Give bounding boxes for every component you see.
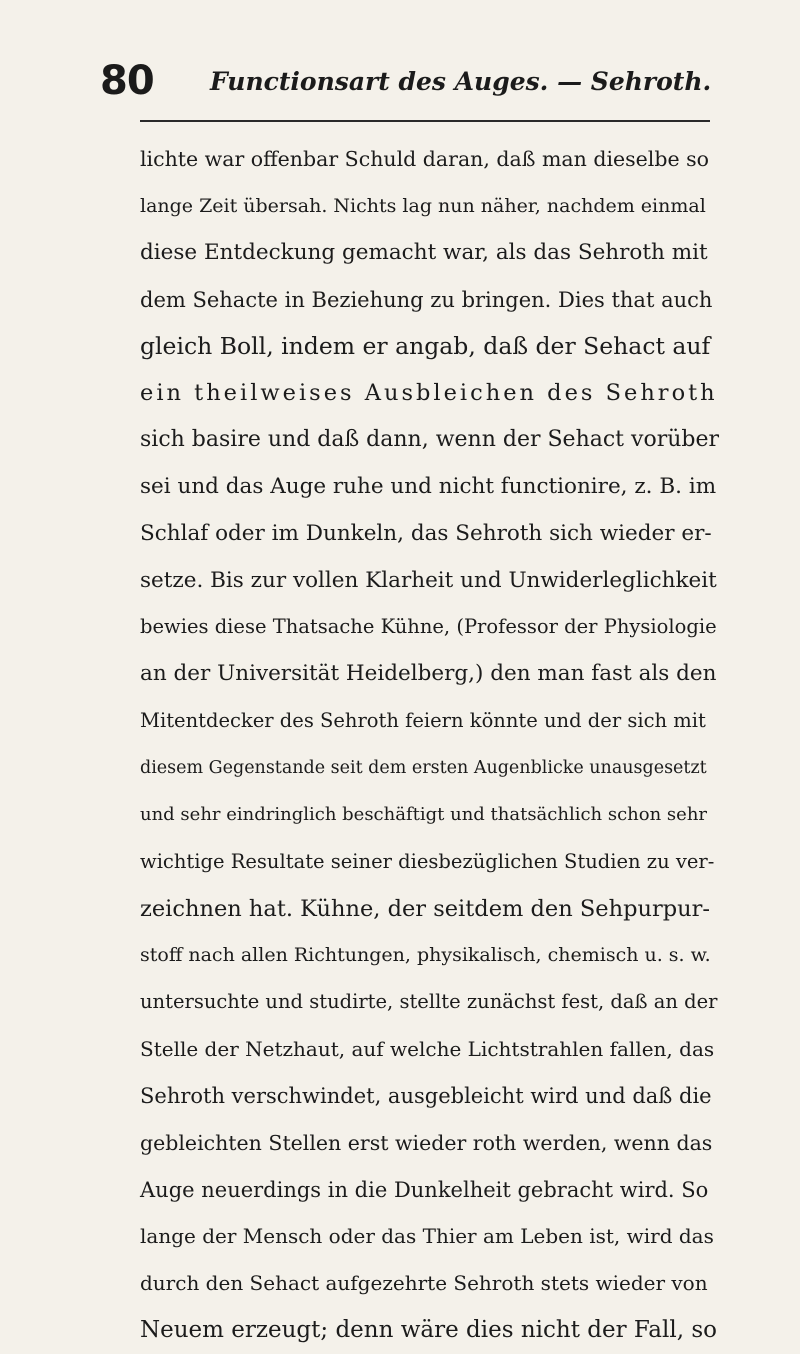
text-line: Auge neuerdings in die Dunkelheit gebracht wird. So bbox=[140, 1177, 709, 1202]
text-line: zeichnen hat. Kühne, der seitdem den Sehpurpur- bbox=[140, 895, 710, 922]
text-line: dem Sehacte in Beziehung zu bringen. Dies that auch bbox=[140, 287, 713, 312]
text-line: untersuchte und studirte, stellte zunächst fest, daß an der bbox=[140, 990, 718, 1014]
body-text bbox=[140, 136, 720, 1354]
text-line: sich basire und daß dann, wenn der Sehact vorüber bbox=[140, 427, 719, 453]
text-line: diese Entdeckung gemacht war, als das Sehroth mit bbox=[140, 239, 708, 265]
running-title: Functionsart des Auges. — Sehroth. bbox=[210, 67, 712, 96]
text-line: ein theilweises Ausbleichen des Sehroth bbox=[140, 380, 718, 407]
text-line: Stelle der Netzhaut, auf welche Lichtstrahlen fallen, das bbox=[140, 1037, 715, 1062]
text-line: setze. Bis zur vollen Klarheit und Unwiderleglichkeit bbox=[140, 567, 717, 593]
text-line: und sehr eindringlich beschäftigt und thatsächlich schon sehr bbox=[140, 803, 708, 825]
text-line: gebleichten Stellen erst wieder roth werden, wenn das bbox=[140, 1130, 713, 1155]
text-line: lange Zeit übersah. Nichts lag nun näher, nachdem einmal bbox=[140, 194, 706, 217]
text-line: wichtige Resultate seiner diesbezüglichen Studien zu ver- bbox=[140, 849, 715, 873]
text-line: diesem Gegenstande seit dem ersten Augenblicke unausgesetzt bbox=[140, 757, 707, 778]
text-line: gleich Boll, indem er angab, daß der Sehact auf bbox=[140, 332, 711, 361]
text-line: stoff nach allen Richtungen, physikalisch, chemisch u. s. w. bbox=[140, 944, 711, 967]
header-rule bbox=[140, 120, 710, 122]
page-number: 80 bbox=[100, 58, 154, 104]
page-header bbox=[100, 58, 720, 108]
text-line: Neuem erzeugt; denn wäre dies nicht der Fall, so bbox=[140, 1317, 717, 1344]
text-line: lichte war offenbar Schuld daran, daß man dieselbe so bbox=[140, 147, 709, 171]
text-line: sei und das Auge ruhe und nicht functionire, z. B. im bbox=[140, 473, 717, 499]
text-line: Schlaf oder im Dunkeln, das Sehroth sich wieder er- bbox=[140, 520, 712, 546]
text-line: lange der Mensch oder das Thier am Leben ist, wird das bbox=[140, 1224, 714, 1249]
text-line: Mitentdecker des Sehroth feiern könnte und der sich mit bbox=[140, 709, 706, 733]
text-line: durch den Sehact aufgezehrte Sehroth stets wieder von bbox=[140, 1271, 708, 1296]
text-line: Sehroth verschwindet, ausgebleicht wird und daß die bbox=[140, 1083, 712, 1108]
text-line: bewies diese Thatsache Kühne, (Professor der Physiologie bbox=[140, 615, 717, 639]
text-line: an der Universität Heidelberg,) den man fast als den bbox=[140, 661, 717, 687]
